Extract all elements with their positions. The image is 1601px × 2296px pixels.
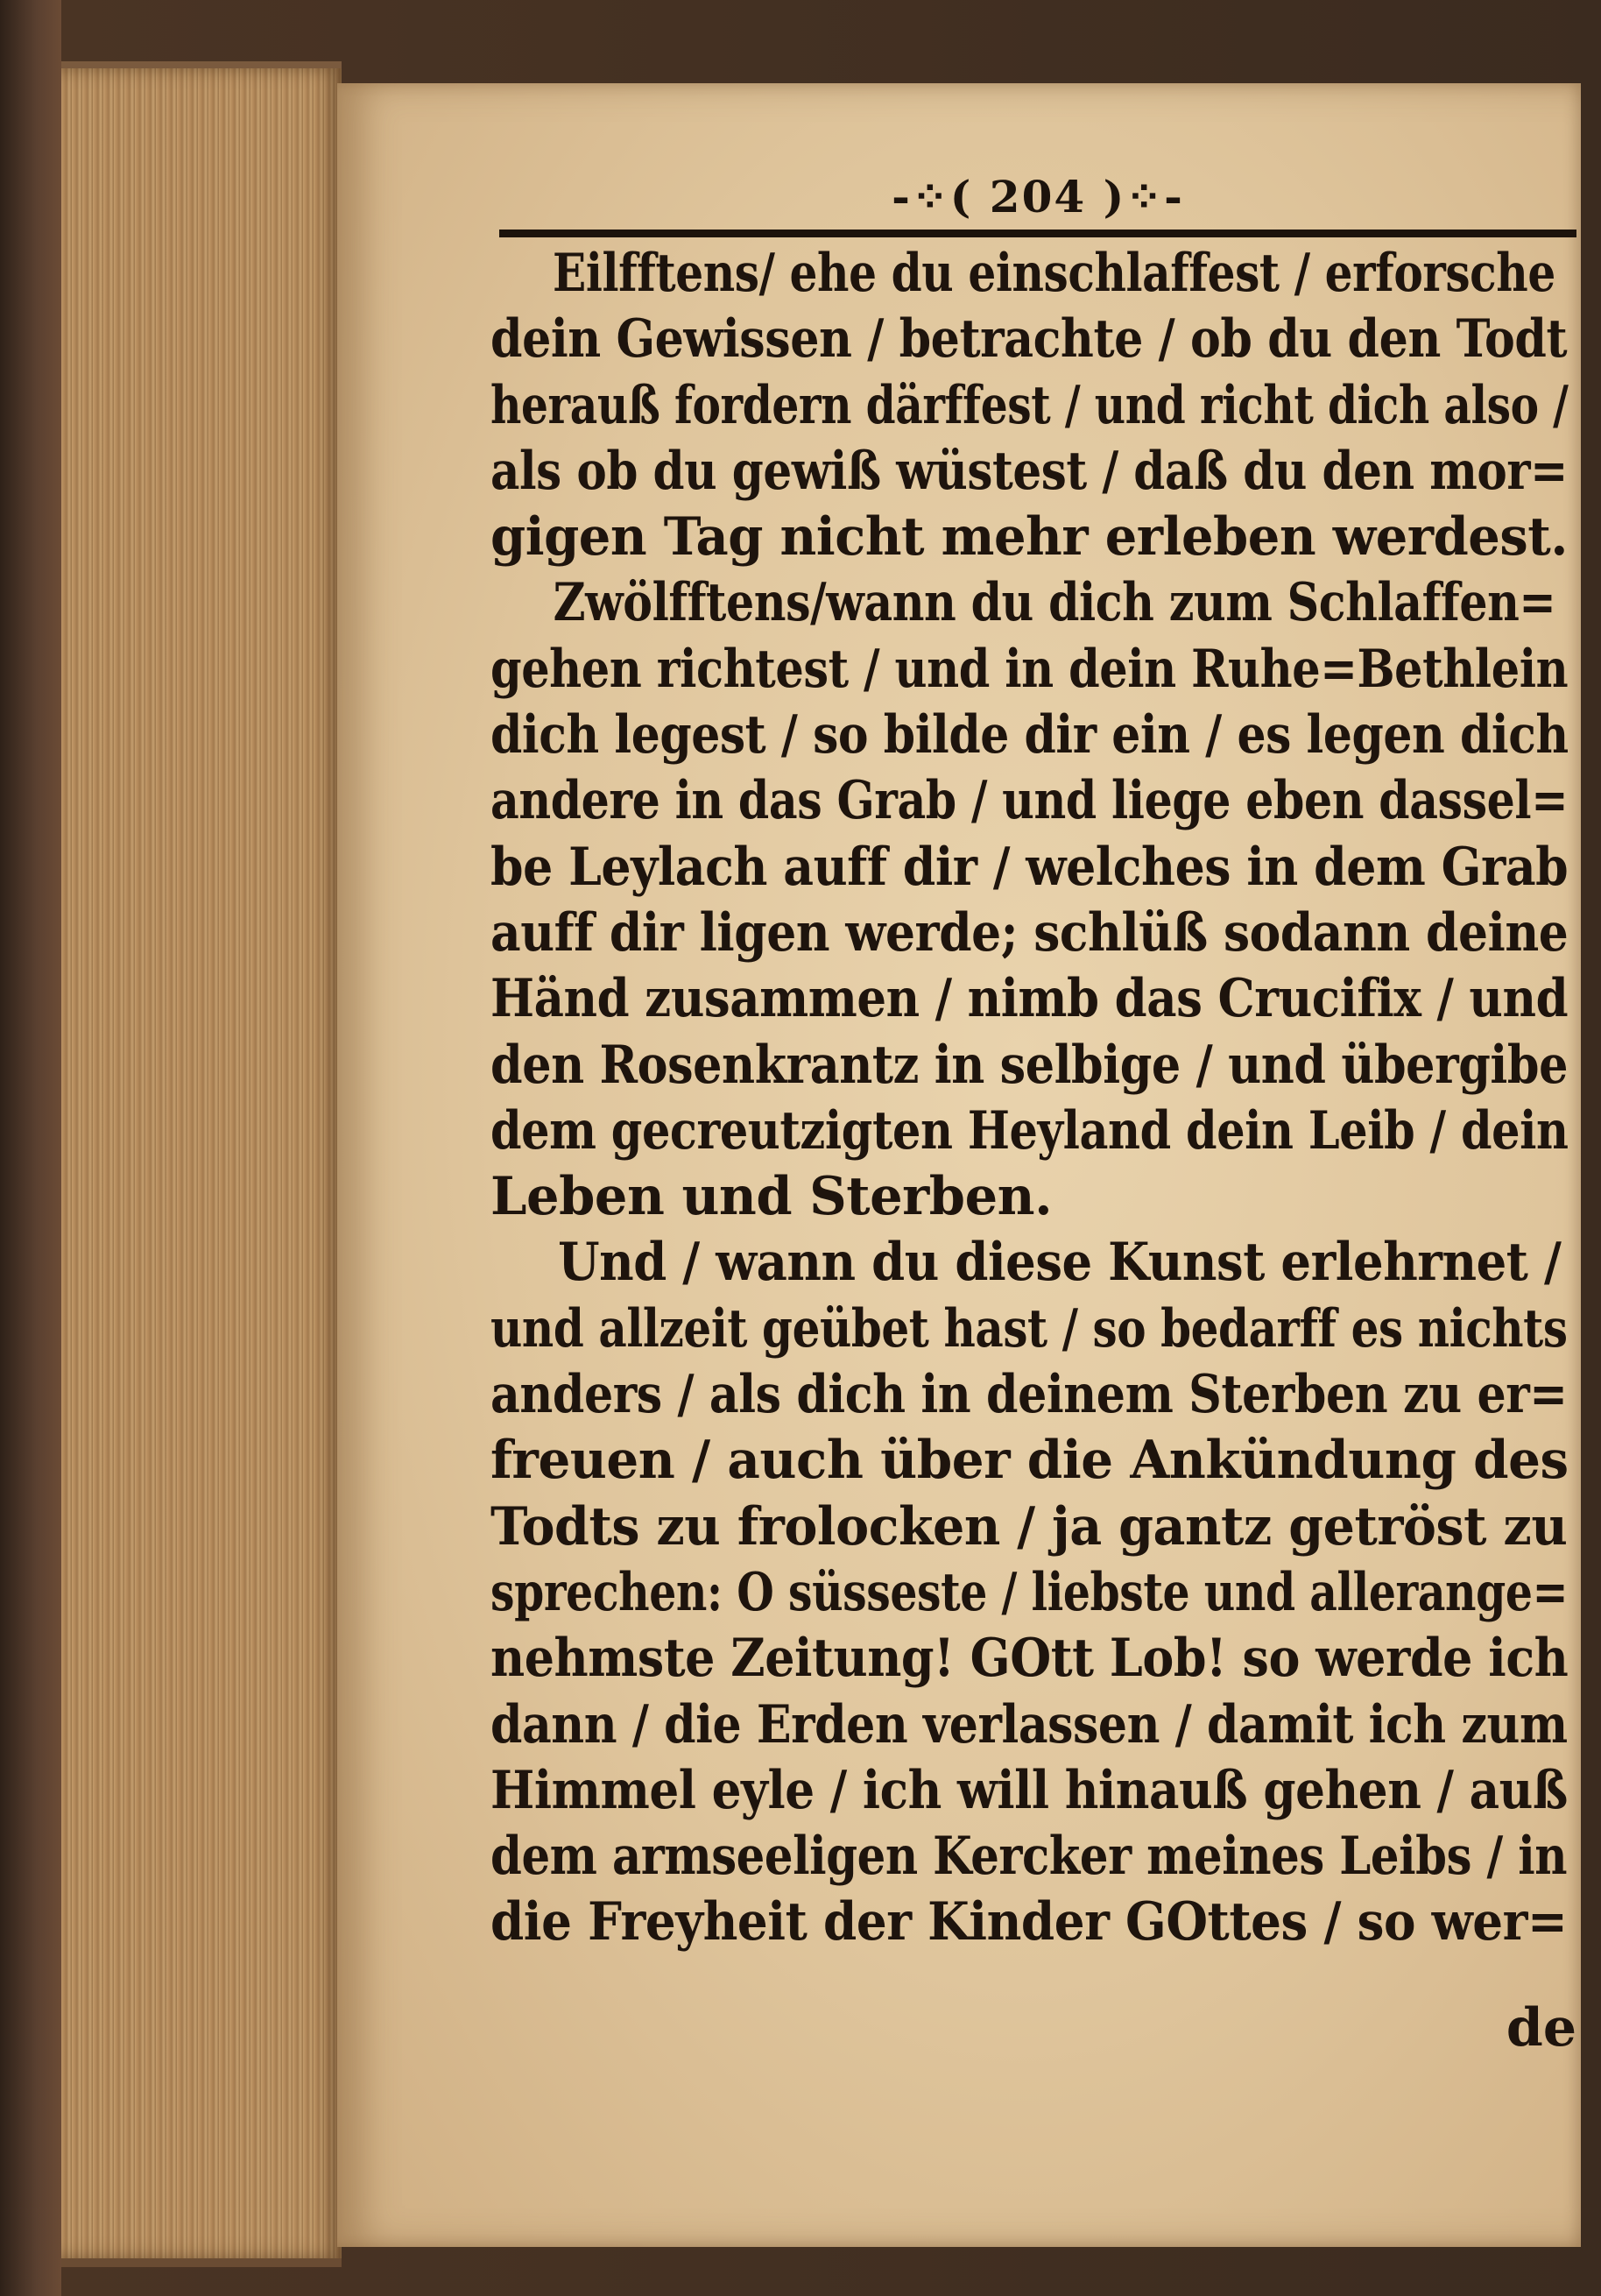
book-cover-edge <box>0 0 61 2296</box>
text-line: herauß fordern därffest / und richt dich also / <box>490 374 1569 436</box>
text-line: gigen Tag nicht mehr erleben werdest. <box>490 506 1568 569</box>
text-line: freuen / auch über die Ankündung des <box>490 1430 1569 1492</box>
text-line: Händ zusammen / nimb das Crucifix / und <box>490 968 1569 1030</box>
text-line: Eilfftens/ ehe du einschlaffest / erforsche <box>553 243 1555 304</box>
text-line: dem armseeligen Kercker meines Leibs / in <box>490 1826 1568 1888</box>
text-line: dann / die Erden verlassen / damit ich zum <box>490 1693 1568 1756</box>
text-line: dem gecreutzigten Heyland dein Leib / dein <box>490 1099 1569 1162</box>
text-line: anders / als dich in deinem Sterben zu er= <box>490 1364 1568 1426</box>
text-line: andere in das Grab / und liege eben dassel= <box>490 770 1569 832</box>
text-line: be Leylach auff dir / welches in dem Grab <box>490 836 1569 898</box>
text-line: Leben und Sterben. <box>490 1166 1053 1228</box>
text-line: Zwölfftens/wann du dich zum Schlaffen= <box>553 572 1556 634</box>
page-number-header: -⁘( 204 )⁘- <box>892 171 1184 223</box>
text-line: nehmste Zeitung! GOtt Lob! so werde ich <box>490 1628 1569 1690</box>
text-line: Himmel eyle / ich will hinauß gehen / auß <box>490 1759 1568 1821</box>
text-line: dich legest / so bilde dir ein / es legen dich <box>490 704 1569 767</box>
page-edges <box>61 61 342 2267</box>
text-line: Todts zu frolocken / ja gantz getröst zu <box>490 1495 1568 1558</box>
catchword: de <box>1506 1997 1576 2059</box>
text-line: gehen richtest / und in dein Ruhe=Bethlein <box>490 638 1569 700</box>
text-line: Und / wann du diese Kunst erlehrnet / <box>558 1232 1562 1294</box>
text-line: und allzeit geübet hast / so bedarff es nichts <box>490 1297 1568 1360</box>
text-line: dein Gewissen / betrachte / ob du den Todt <box>490 308 1568 371</box>
text-line: auff dir ligen werde; schlüß sodann deine <box>490 901 1569 964</box>
text-line: als ob du gewiß wüstest / daß du den mor= <box>490 440 1568 502</box>
body-text <box>490 241 1585 1956</box>
text-line: sprechen: O süsseste / liebste und allerange= <box>490 1561 1569 1623</box>
text-line: die Freyheit der Kinder GOttes / so wer= <box>490 1891 1568 1953</box>
text-line: den Rosenkrantz in selbige / und übergibe <box>490 1034 1568 1096</box>
header-rule <box>499 230 1576 237</box>
